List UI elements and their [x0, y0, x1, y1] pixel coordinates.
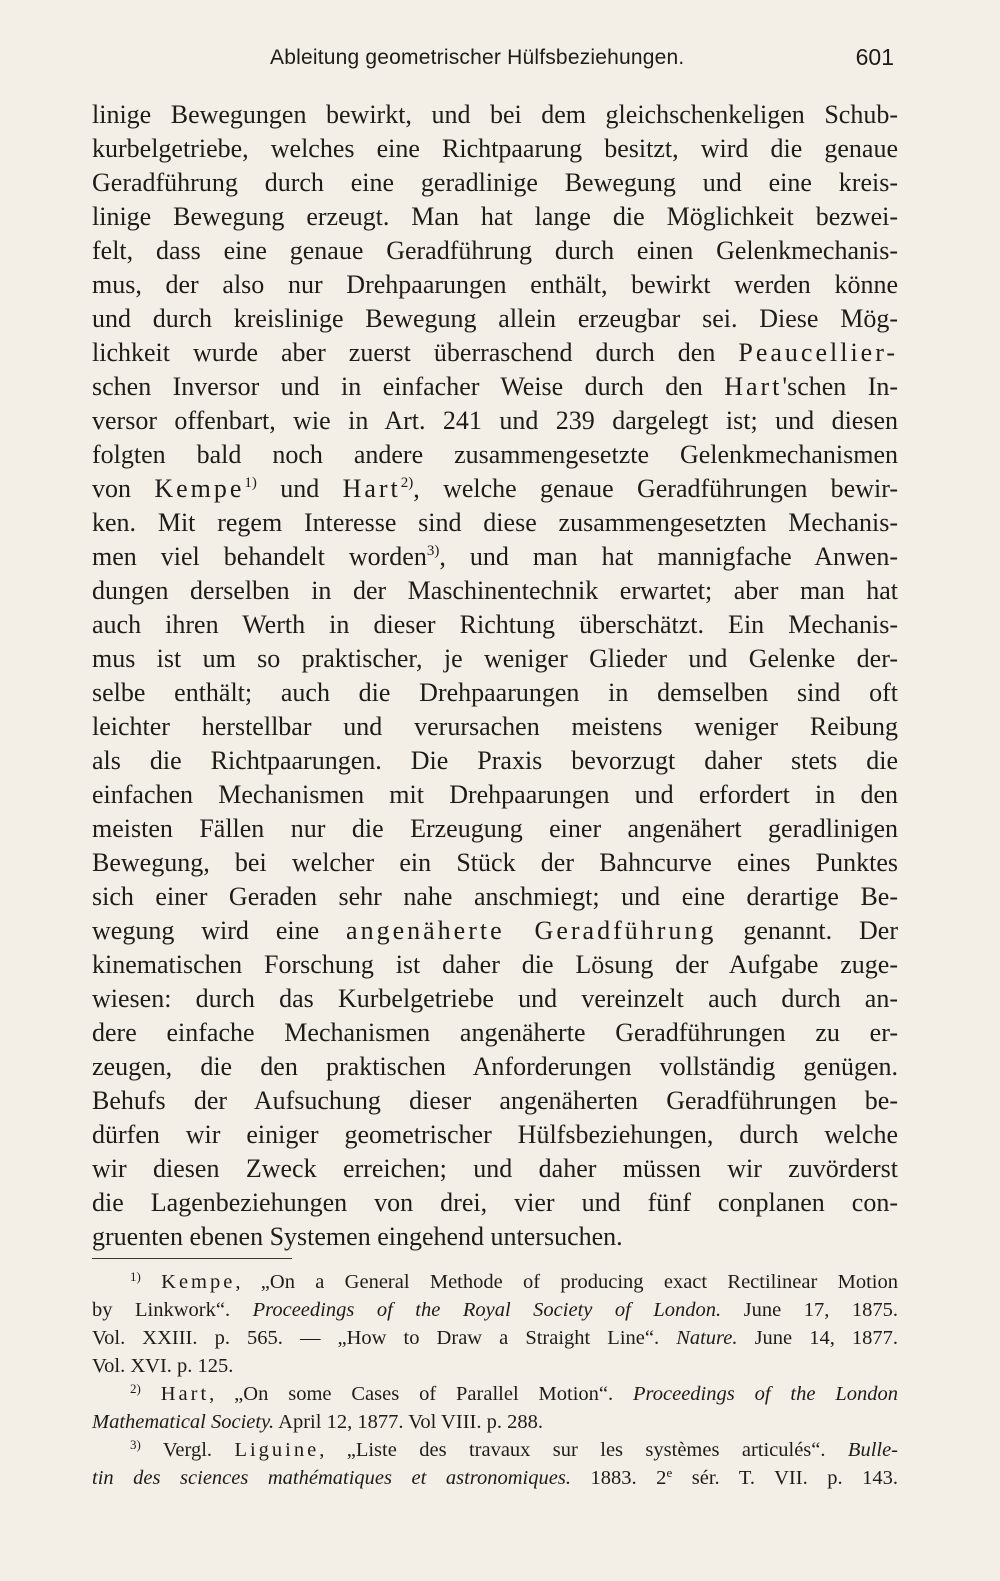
text-line: als die Richtpaarungen. Die Praxis bevorzugt daher stets die — [92, 746, 898, 775]
text-line: dungen derselben in der Maschinentechnik erwartet; aber man hat — [92, 576, 898, 605]
text-line — [92, 914, 898, 948]
footnote-3 — [92, 1436, 898, 1464]
text-line: auch ihren Werth in dieser Richtung überschätzt. Ein Mechanis- — [92, 610, 898, 639]
spaced-name: Hart — [160, 1383, 210, 1405]
journal-title: Bulle- — [847, 1439, 899, 1461]
text-line: gruenten ebenen Systemen eingehend untersuchen. — [92, 1222, 623, 1251]
running-title: Ableitung geometrischer Hülfsbeziehungen. — [270, 46, 685, 69]
text-line: und durch kreislinige Bewegung allein erzeugbar sei. Diese Mög- — [92, 304, 898, 333]
text-line: felt, dass eine genaue Geradführung durch einen Gelenkmechanis- — [92, 236, 898, 265]
text-line — [92, 370, 898, 404]
spaced-name: Liguine — [234, 1439, 320, 1461]
text-line: mus ist um so praktischer, je weniger Glieder und Gelenke der- — [92, 644, 898, 673]
text-line: linige Bewegung erzeugt. Man hat lange die Möglichkeit bezwei- — [92, 202, 898, 231]
text-run: Vol. XXIII. p. 565. — „How to Draw a Straight Line“. — [92, 1327, 660, 1349]
text-run: , „Liste des travaux sur les systèmes articulés“. — [319, 1439, 826, 1461]
page-header — [92, 40, 898, 80]
text-line: zeugen, die den praktischen Anforderungen vollständig genügen. — [92, 1052, 898, 1081]
text-run: schen Inversor und in einfacher Weise durch den — [92, 372, 703, 401]
text-line: meisten Fällen nur die Erzeugung einer angenähert geradlinigen — [92, 814, 898, 843]
footnote-2 — [92, 1380, 898, 1408]
journal-title: Proceedings of the Royal Society of London. — [252, 1299, 722, 1321]
text-run: 1883. 2 — [590, 1467, 667, 1489]
footnote-mark: 2) — [130, 1381, 141, 1396]
text-run: und — [280, 474, 320, 503]
footnotes — [92, 1268, 898, 1492]
text-run: , „On some Cases of Parallel Motion“. — [209, 1383, 614, 1405]
main-paragraph — [92, 98, 898, 1254]
text-run: by Linkwork“. — [92, 1299, 231, 1321]
spaced-name: Hart — [724, 372, 783, 401]
text-line: selbe enthält; auch die Drehpaarungen in demselben sind oft — [92, 678, 898, 707]
page-number: 601 — [855, 44, 894, 70]
text-line: linige Bewegungen bewirkt, und bei dem gleichschenkeligen Schub- — [92, 100, 898, 129]
spaced-name: Hart — [342, 474, 401, 503]
footnote-line — [92, 1464, 898, 1492]
text-run: wegung wird eine — [92, 916, 320, 945]
footnote-mark: 3) — [130, 1437, 141, 1452]
text-run: 'schen In- — [782, 372, 899, 401]
text-line: leichter herstellbar und verursachen meistens weniger Reibung — [92, 712, 898, 741]
journal-title: Mathematical Society. — [92, 1411, 275, 1433]
text-line: folgten bald noch andere zusammengesetzte Gelenkmechanismen — [92, 440, 898, 469]
spaced-name: Kempe — [154, 474, 245, 503]
text-run: April 12, 1877. Vol VIII. p. 288. — [278, 1411, 543, 1433]
superscript: e — [666, 1465, 673, 1480]
text-line: einfachen Mechanismen mit Drehpaarungen und erfordert in den — [92, 780, 898, 809]
journal-title: Nature. — [676, 1327, 738, 1349]
text-run: , „On a General Methode of producing exact Rectilinear Motion — [235, 1271, 899, 1293]
text-line — [92, 540, 898, 574]
footnote-line: Vol. XVI. p. 125. — [92, 1355, 234, 1377]
text-line: Geradführung durch eine geradlinige Bewegung und eine kreis- — [92, 168, 898, 197]
spaced-name: Peaucellier- — [738, 338, 899, 367]
text-line: ken. Mit regem Interesse sind diese zusammengesetzten Mechanis- — [92, 508, 898, 537]
footnote-line — [92, 1324, 898, 1352]
footnote-mark: 1) — [130, 1269, 141, 1284]
text-line: dere einfache Mechanismen angenäherte Geradführungen zu er- — [92, 1018, 898, 1047]
footnote-ref: 1) — [244, 475, 257, 491]
text-run: lichkeit wurde aber zuerst überraschend durch den — [92, 338, 716, 367]
footnote-rule — [92, 1258, 292, 1259]
text-line: kinematischen Forschung ist daher die Lösung der Aufgabe zuge- — [92, 950, 898, 979]
text-run: von — [92, 474, 131, 503]
footnote-ref: 3) — [426, 543, 440, 559]
spaced-term: angenäherte Geradführung — [346, 916, 717, 945]
footnote-line — [92, 1408, 898, 1436]
text-run: sér. T. VII. p. 143. — [691, 1467, 899, 1489]
footnote-line — [92, 1296, 898, 1324]
text-run: June 17, 1875. — [743, 1299, 898, 1321]
text-run: genannt. Der — [743, 916, 899, 945]
text-run: men viel behandelt worden — [92, 542, 427, 571]
text-line: Behufs der Aufsuchung dieser angenäherten Geradführungen be- — [92, 1086, 898, 1115]
footnote-1 — [92, 1268, 898, 1296]
text-run: Vergl. — [162, 1439, 213, 1461]
text-line: versor offenbart, wie in Art. 241 und 239 dargelegt ist; und diesen — [92, 406, 898, 435]
text-line — [92, 472, 898, 506]
text-line: kurbelgetriebe, welches eine Richtpaarung besitzt, wird die genaue — [92, 134, 898, 163]
text-run: , welche genaue Geradführungen bewir- — [413, 474, 899, 503]
text-run: , und man hat mannigfache Anwen- — [439, 542, 898, 571]
journal-title: Proceedings of the London — [633, 1383, 899, 1405]
text-line: mus, der also nur Drehpaarungen enthält, bewirkt werden könne — [92, 270, 898, 299]
text-line: dürfen wir einiger geometrischer Hülfsbeziehungen, durch welche — [92, 1120, 898, 1149]
text-line: sich einer Geraden sehr nahe anschmiegt; und eine derartige Be- — [92, 882, 898, 911]
footnote-ref: 2) — [400, 475, 414, 491]
text-line — [92, 336, 898, 370]
text-line: die Lagenbeziehungen von drei, vier und fünf conplanen con- — [92, 1188, 898, 1217]
text-run: June 14, 1877. — [754, 1327, 899, 1349]
spaced-name: Kempe — [161, 1271, 236, 1293]
text-line: wir diesen Zweck erreichen; und daher müssen wir zuvörderst — [92, 1154, 898, 1183]
text-line: wiesen: durch das Kurbelgetriebe und vereinzelt auch durch an- — [92, 984, 898, 1013]
journal-title: tin des sciences mathématiques et astronomiques. — [92, 1467, 571, 1489]
text-line: Bewegung, bei welcher ein Stück der Bahncurve eines Punktes — [92, 848, 898, 877]
